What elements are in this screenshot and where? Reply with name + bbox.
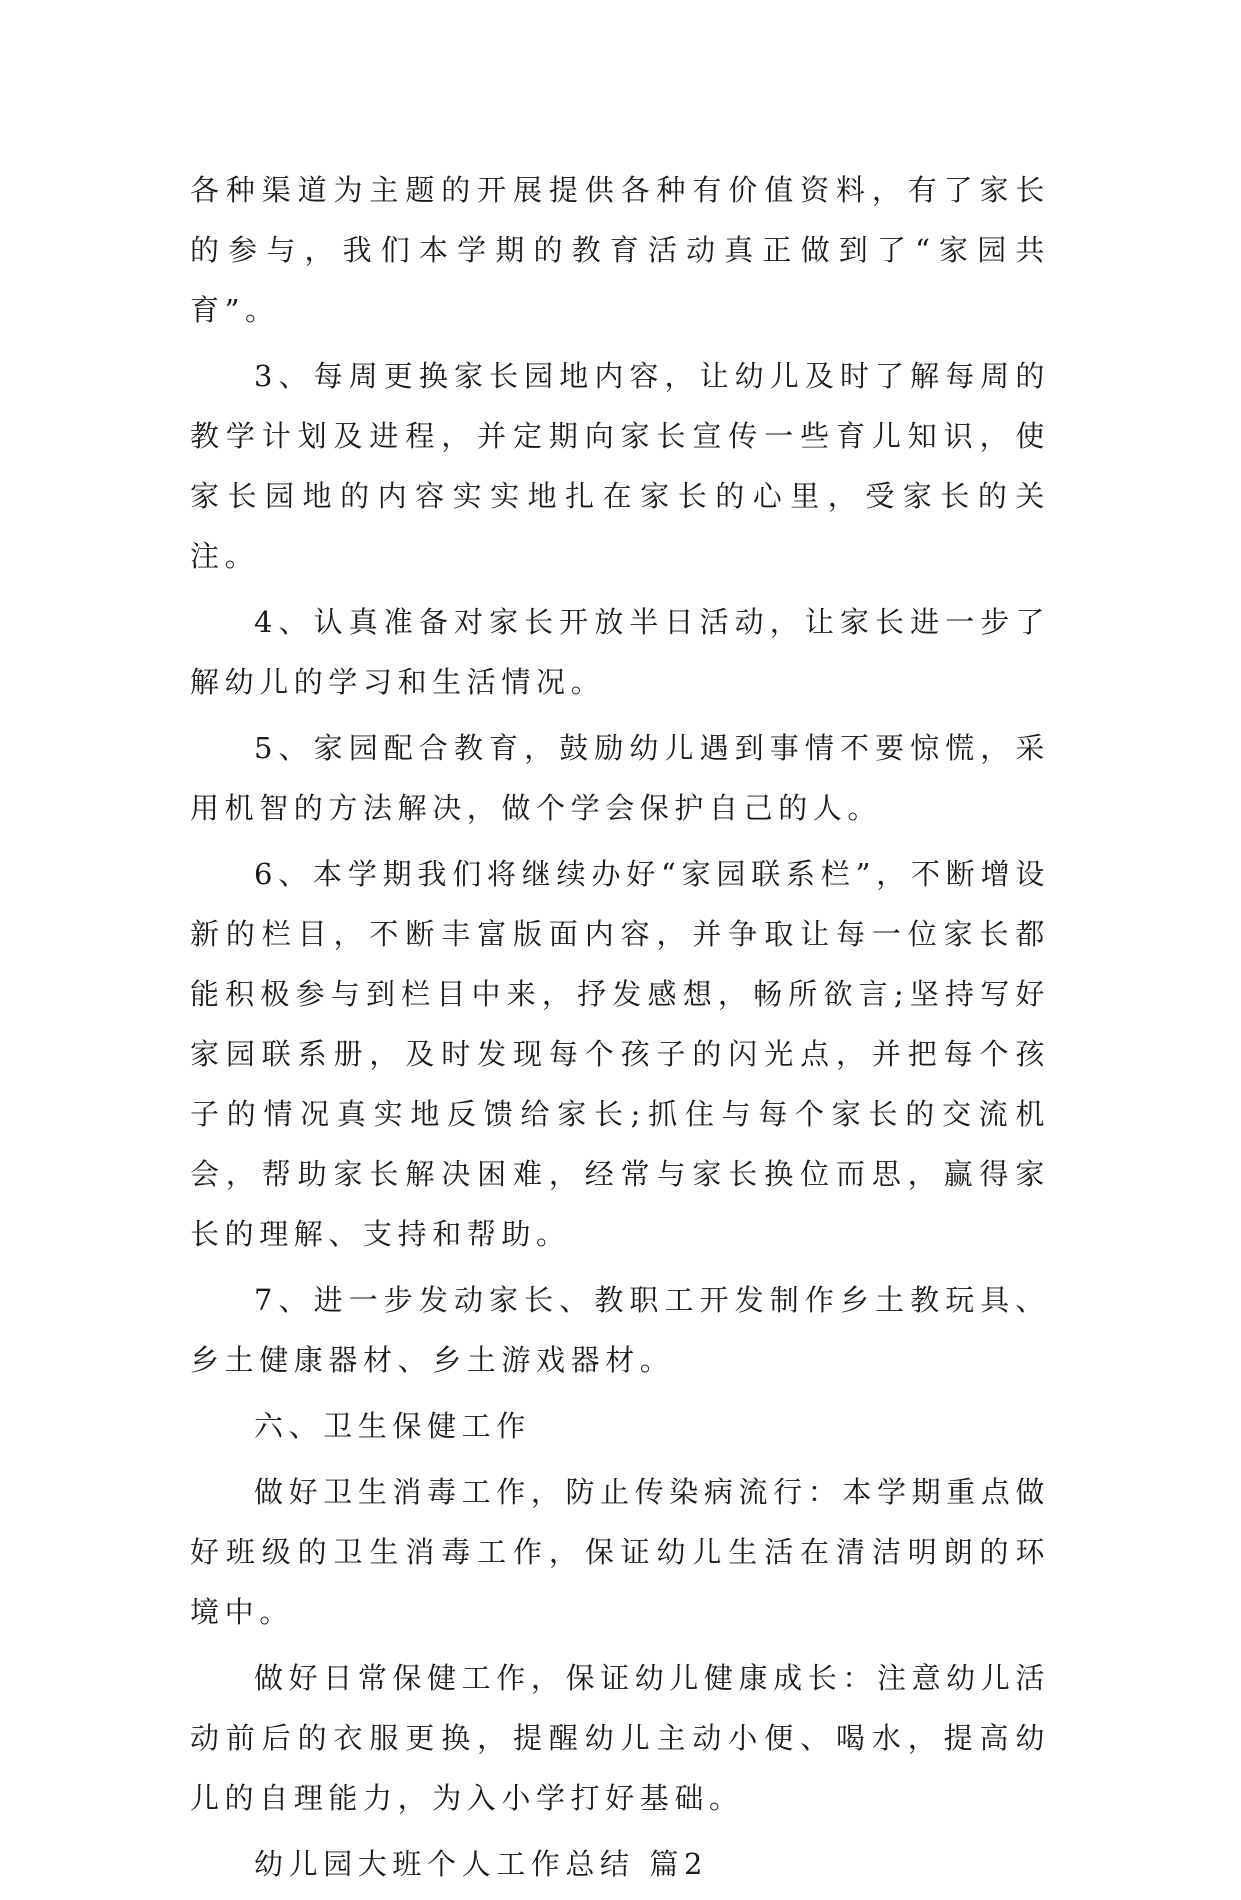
paragraph-item-5: 5、家园配合教育，鼓励幼儿遇到事情不要惊慌，采用机智的方法解决，做个学会保护自己的人。 [190, 731, 1050, 825]
paragraph-hygiene: 做好卫生消毒工作，防止传染病流行：本学期重点做好班级的卫生消毒工作，保证幼儿生活在清洁明朗的环境中。 [190, 1475, 1050, 1629]
paragraph-item-4: 4、认真准备对家长开放半日活动，让家长进一步了解幼儿的学习和生活情况。 [190, 605, 1050, 699]
paragraph-item-3: 3、每周更换家长园地内容，让幼儿及时了解每周的教学计划及进程，并定期向家长宣传一些育儿知识，使家长园地的内容实实地扎在家长的心里，受家长的关注。 [190, 359, 1050, 573]
paragraph-health-care: 做好日常保健工作，保证幼儿健康成长：注意幼儿活动前后的衣服更换，提醒幼儿主动小便、喝水，提高幼儿的自理能力，为入小学打好基础。 [190, 1661, 1050, 1815]
next-article-title: 幼儿园大班个人工作总结 篇2 [254, 1847, 709, 1881]
paragraph-continuation: 各种渠道为主题的开展提供各种有价值资料，有了家长的参与，我们本学期的教育活动真正做到了“家园共育”。 [190, 173, 1050, 327]
section-heading: 六、卫生保健工作 [254, 1409, 531, 1443]
paragraph-item-7: 7、进一步发动家长、教职工开发制作乡土教玩具、乡土健康器材、乡土游戏器材。 [190, 1283, 1050, 1377]
paragraph-item-6: 6、本学期我们将继续办好“家园联系栏”，不断增设新的栏目，不断丰富版面内容，并争取让每一位家长都能积极参与到栏目中来，抒发感想，畅所欲言;坚持写好家园联系册，及时发现每个孩子的闪光点，并把每个孩子的情况真实地反馈给家长;抓住与每个家长的交流机会，帮助家长解决困难，经常与家长换位而思，赢得家长的理解、支持和帮助。 [190, 857, 1050, 1251]
document-body [190, 160, 1050, 1900]
